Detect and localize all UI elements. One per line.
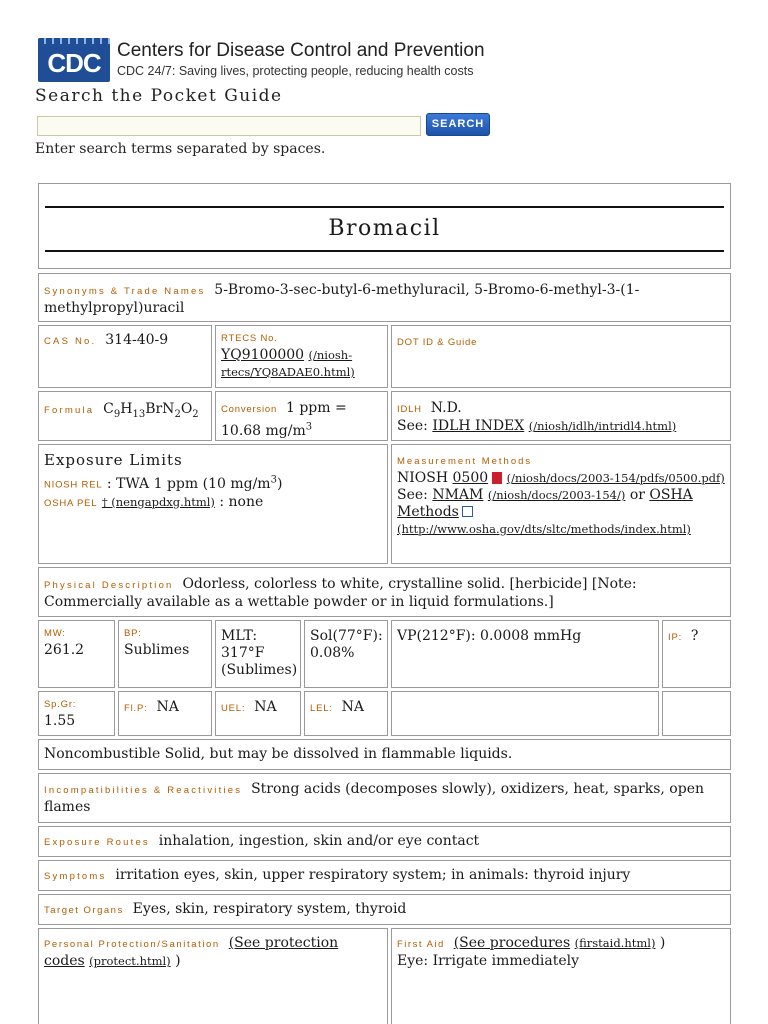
mlt-box: [215, 620, 301, 688]
target-organs-box: [38, 894, 731, 925]
conversion-label: Conversion: [221, 404, 278, 415]
niosh-rel-label: NIOSH REL: [44, 479, 103, 491]
bp-label: BP:: [124, 628, 142, 639]
first-aid-box: [391, 928, 731, 1024]
target-label: Target Organs: [44, 905, 124, 916]
method-0500-link[interactable]: 0500: [452, 470, 489, 486]
physical-value: Odorless, colorless to white, crystalline solid. [herbicide] [Note: Commercially available as a wettable powder or in liquid formulations.]: [44, 576, 637, 610]
uel-value: NA: [254, 699, 277, 715]
idlh-index-path[interactable]: (/niosh/idlh/intridl4.html): [528, 419, 677, 433]
idlh-box: [391, 391, 731, 441]
rtecs-link[interactable]: YQ9100000: [221, 347, 305, 363]
routes-label: Exposure Routes: [44, 837, 150, 848]
tagline: CDC 24/7: Saving lives, protecting people, reducing health costs: [117, 64, 474, 78]
logo-stripes: [38, 38, 110, 44]
ppe-box: [38, 928, 388, 1024]
method-0500-path[interactable]: (/niosh/docs/2003-154/pdfs/0500.pdf): [506, 471, 725, 485]
idlh-see: See:: [397, 418, 428, 434]
firstaid-path[interactable]: (firstaid.html): [574, 936, 656, 950]
conversion-value: 1 ppm = 10.68 $mg/m^3$: [221, 400, 347, 439]
rtecs-box: [215, 325, 388, 388]
ip-value: ?: [690, 628, 699, 644]
synonyms-label: Synonyms & Trade Names: [44, 286, 206, 297]
idlh-value: N.D.: [430, 400, 462, 416]
title-rule-top: [45, 206, 724, 208]
ppe-link[interactable]: (See protection codes: [44, 935, 339, 969]
ppe-label: Personal Protection/Sanitation: [44, 939, 220, 950]
incompat-value: Strong acids (decomposes slowly), oxidizers, heat, sparks, open flames: [44, 781, 704, 815]
cas-box: [38, 325, 212, 388]
routes-value: inhalation, ingestion, skin and/or eye contact: [158, 833, 480, 849]
mw-box: [38, 620, 115, 688]
search-title: Search the Pocket Guide: [35, 86, 283, 106]
exposure-routes-box: [38, 826, 731, 857]
flp-label: Fl.P:: [124, 703, 148, 714]
nmam-link[interactable]: NMAM: [432, 487, 484, 503]
incompat-label: Incompatibilities & Reactivities: [44, 785, 243, 796]
exposure-title: Exposure Limits: [44, 451, 183, 469]
search-hint: Enter search terms separated by spaces.: [35, 141, 326, 157]
dot-label: DOT ID & Guide: [397, 337, 478, 348]
spgr-value: 1.55: [44, 713, 76, 729]
firstaid-label: First Aid: [397, 939, 445, 950]
lel-label: LEL:: [310, 703, 333, 714]
combustibility-value: Noncombustible Solid, but may be dissolved in flammable liquids.: [44, 746, 513, 762]
ip-label: IP:: [668, 632, 683, 643]
firstaid-link[interactable]: (See procedures: [453, 935, 571, 951]
empty-property-box-2: [662, 691, 731, 736]
cas-value: 314-40-9: [105, 332, 169, 348]
target-value: Eyes, skin, respiratory system, thyroid: [132, 901, 407, 917]
empty-property-box: [391, 691, 659, 736]
ip-box: [662, 620, 731, 688]
idlh-index-link[interactable]: IDLH INDEX: [432, 418, 525, 434]
niosh-rel-value: : TWA 1 ppm (10 $mg/m^3$): [106, 474, 283, 492]
search-input[interactable]: [37, 116, 421, 136]
formula-label: Formula: [44, 405, 95, 416]
firstaid-value: Eye: Irrigate immediately: [397, 953, 580, 969]
physical-description-box: [38, 567, 731, 617]
symptoms-value: irritation eyes, skin, upper respiratory system; in animals: thyroid injury: [115, 867, 631, 883]
mw-label: MW:: [44, 628, 66, 639]
spgr-label: Sp.Gr:: [44, 699, 77, 710]
sol-box: [304, 620, 388, 688]
niosh-text: NIOSH: [397, 470, 449, 486]
dot-box: [391, 325, 731, 388]
mw-value: 261.2: [44, 642, 85, 658]
logo-text: CDC: [47, 48, 101, 78]
vp-box: [391, 620, 659, 688]
physical-label: Physical Description: [44, 580, 174, 591]
formula-box: [38, 391, 212, 441]
incompatibilities-box: [38, 773, 731, 823]
rtecs-path[interactable]: (/niosh-rtecs/YQ8ADAE0.html): [221, 348, 355, 379]
flp-box: [118, 691, 212, 736]
title-rule-bottom: [45, 250, 724, 252]
bp-value: Sublimes: [124, 642, 190, 658]
osha-methods-link[interactable]: OSHA Methods: [397, 487, 693, 520]
search-button[interactable]: SEARCH: [426, 113, 490, 136]
osha-methods-path[interactable]: (http://www.osha.gov/dts/sltc/methods/index.html): [397, 522, 691, 536]
external-link-icon: [462, 506, 473, 517]
sol-value: Sol(77°F): 0.08%: [310, 628, 383, 661]
spgr-box: [38, 691, 115, 736]
chemical-name: Bromacil: [328, 216, 441, 241]
pdf-icon: [492, 472, 502, 484]
osha-pel-value: : none: [219, 493, 264, 510]
measurement-label: Measurement Methods: [397, 456, 533, 467]
nmam-path[interactable]: (/niosh/docs/2003-154/): [487, 488, 626, 502]
ppe-close: ): [175, 953, 181, 969]
osha-pel-link[interactable]: † (nengapdxg.html): [101, 494, 215, 509]
vp-value: VP(212°F): 0.0008 mmHg: [397, 628, 582, 644]
conversion-box: [215, 391, 388, 441]
mlt-value: MLT: 317°F (Sublimes): [221, 628, 298, 678]
measurement-box: [391, 444, 731, 564]
or-text: or: [629, 487, 645, 503]
formula-value: $C_9H_{13}BrN_2O_2$: [103, 401, 199, 420]
cas-label: CAS No.: [44, 336, 97, 347]
see-text: See:: [397, 487, 428, 503]
synonyms-value: 5-Bromo-3-sec-butyl-6-methyluracil, 5-Bromo-6-methyl-3-(1-methylpropyl)uracil: [44, 282, 640, 316]
uel-box: [215, 691, 301, 736]
synonyms-box: [38, 273, 731, 322]
idlh-label: IDLH: [397, 404, 422, 415]
symptoms-label: Symptoms: [44, 871, 107, 882]
bp-box: [118, 620, 212, 688]
osha-pel-label: OSHA PEL: [44, 497, 98, 509]
firstaid-close: ): [659, 935, 666, 951]
symptoms-box: [38, 860, 731, 891]
org-name[interactable]: Centers for Disease Control and Prevention: [117, 40, 485, 61]
cdc-logo[interactable]: [38, 38, 110, 82]
combustibility-box: [38, 739, 731, 770]
flp-value: NA: [156, 699, 179, 715]
chemical-title-box: [38, 183, 731, 269]
uel-label: UEL:: [221, 703, 246, 714]
rtecs-label: RTECS No.: [221, 333, 278, 344]
ppe-path[interactable]: (protect.html): [89, 954, 171, 968]
exposure-limits-box: [38, 444, 388, 564]
lel-value: NA: [341, 699, 365, 715]
lel-box: [304, 691, 388, 736]
